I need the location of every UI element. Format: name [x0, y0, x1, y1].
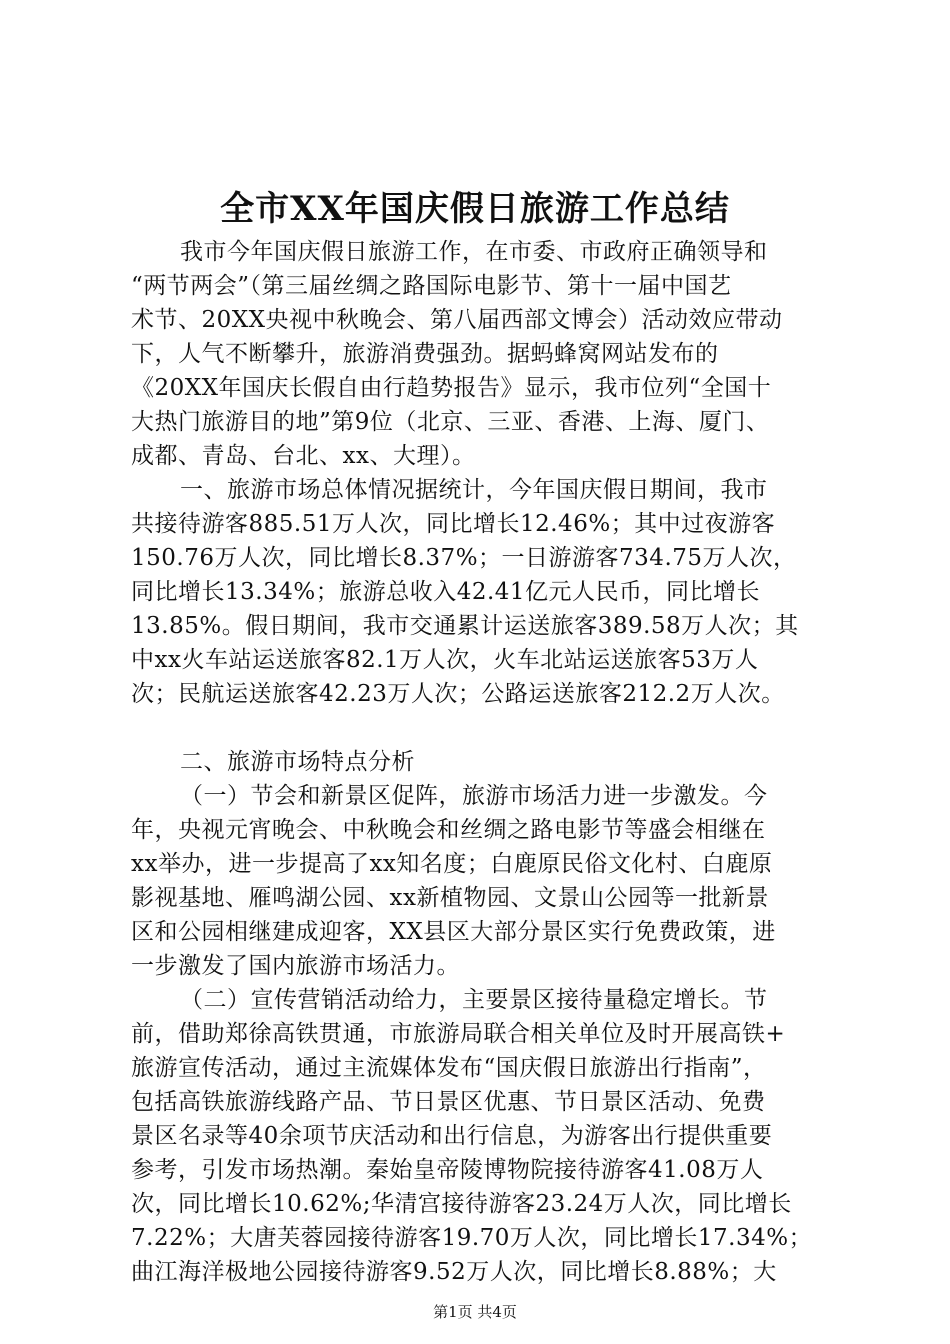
text-line: 《20XX年国庆长假自由行趋势报告》显示，我市位列“全国十 — [131, 375, 772, 401]
text-line: 次；民航运送旅客42.23万人次；公路运送旅客212.2万人次。 — [131, 681, 785, 707]
text-line: 中xx火车站运送旅客82.1万人次，火车北站运送旅客53万人 — [131, 647, 759, 673]
text-line: xx举办，进一步提高了xx知名度；白鹿原民俗文化村、白鹿原 — [131, 851, 773, 877]
text-line: “两节两会”（第三届丝绸之路国际电影节、第十一届中国艺 — [131, 273, 732, 299]
text-line: 成都、青岛、台北、xx、大理）。 — [131, 443, 476, 469]
text-line: 一步激发了国内旅游市场活力。 — [131, 953, 460, 979]
text-line: 下，人气不断攀升，旅游消费强劲。据蚂蜂窝网站发布的 — [131, 341, 719, 367]
text-line: 次，同比增长10.62%;华清宫接待游客23.24万人次，同比增长 — [131, 1191, 792, 1217]
text-line: 大热门旅游目的地”第9位（北京、三亚、香港、上海、厦门、 — [131, 409, 770, 435]
text-line: 旅游宣传活动，通过主流媒体发布“国庆假日旅游出行指南”， — [131, 1055, 767, 1081]
text-line: 参考，引发市场热潮。秦始皇帝陵博物院接待游客41.08万人 — [131, 1157, 764, 1183]
text-line: 曲江海洋极地公园接待游客9.52万人次，同比增长8.88%；大 — [131, 1259, 777, 1285]
text-line: 同比增长13.34%；旅游总收入42.41亿元人民币，同比增长 — [131, 579, 761, 605]
page-footer: 第1页 共4页 — [433, 1303, 517, 1321]
text-line: 共接待游客885.51万人次，同比增长12.46%；其中过夜游客 — [131, 511, 776, 537]
text-line: 术节、20XX央视中秋晚会、第八届西部文博会）活动效应带动 — [131, 307, 783, 333]
text-line: 7.22%；大唐芙蓉园接待游客19.70万人次，同比增长17.34%； — [131, 1225, 813, 1251]
text-line: 年，央视元宵晚会、中秋晚会和丝绸之路电影节等盛会相继在 — [131, 817, 766, 843]
text-line: 影视基地、雁鸣湖公园、xx新植物园、文景山公园等一批新景 — [131, 885, 769, 911]
text-line: 150.76万人次，同比增长8.37%；一日游游客734.75万人次， — [131, 545, 797, 571]
text-line: 景区名录等40余项节庆活动和出行信息，为游客出行提供重要 — [131, 1123, 773, 1149]
document-title: 全市XX年国庆假日旅游工作总结 — [220, 189, 730, 229]
text-line: 前，借助郑徐高铁贯通，市旅游局联合相关单位及时开展高铁+ — [131, 1021, 786, 1047]
text-line: 一、旅游市场总体情况据统计，今年国庆假日期间，我市 — [180, 477, 768, 503]
section-heading: 二、旅游市场特点分析 — [180, 749, 415, 775]
text-line: 13.85%。假日期间，我市交通累计运送旅客389.58万人次；其 — [131, 613, 799, 639]
text-line: （二）宣传营销活动给力，主要景区接待量稳定增长。节 — [180, 987, 768, 1013]
text-line: 我市今年国庆假日旅游工作，在市委、市政府正确领导和 — [180, 239, 768, 265]
text-line: 区和公园相继建成迎客，XX县区大部分景区实行免费政策，进 — [131, 919, 776, 945]
text-line: 包括高铁旅游线路产品、节日景区优惠、节日景区活动、免费 — [131, 1089, 766, 1115]
text-line: （一）节会和新景区促阵，旅游市场活力进一步激发。今 — [180, 783, 768, 809]
